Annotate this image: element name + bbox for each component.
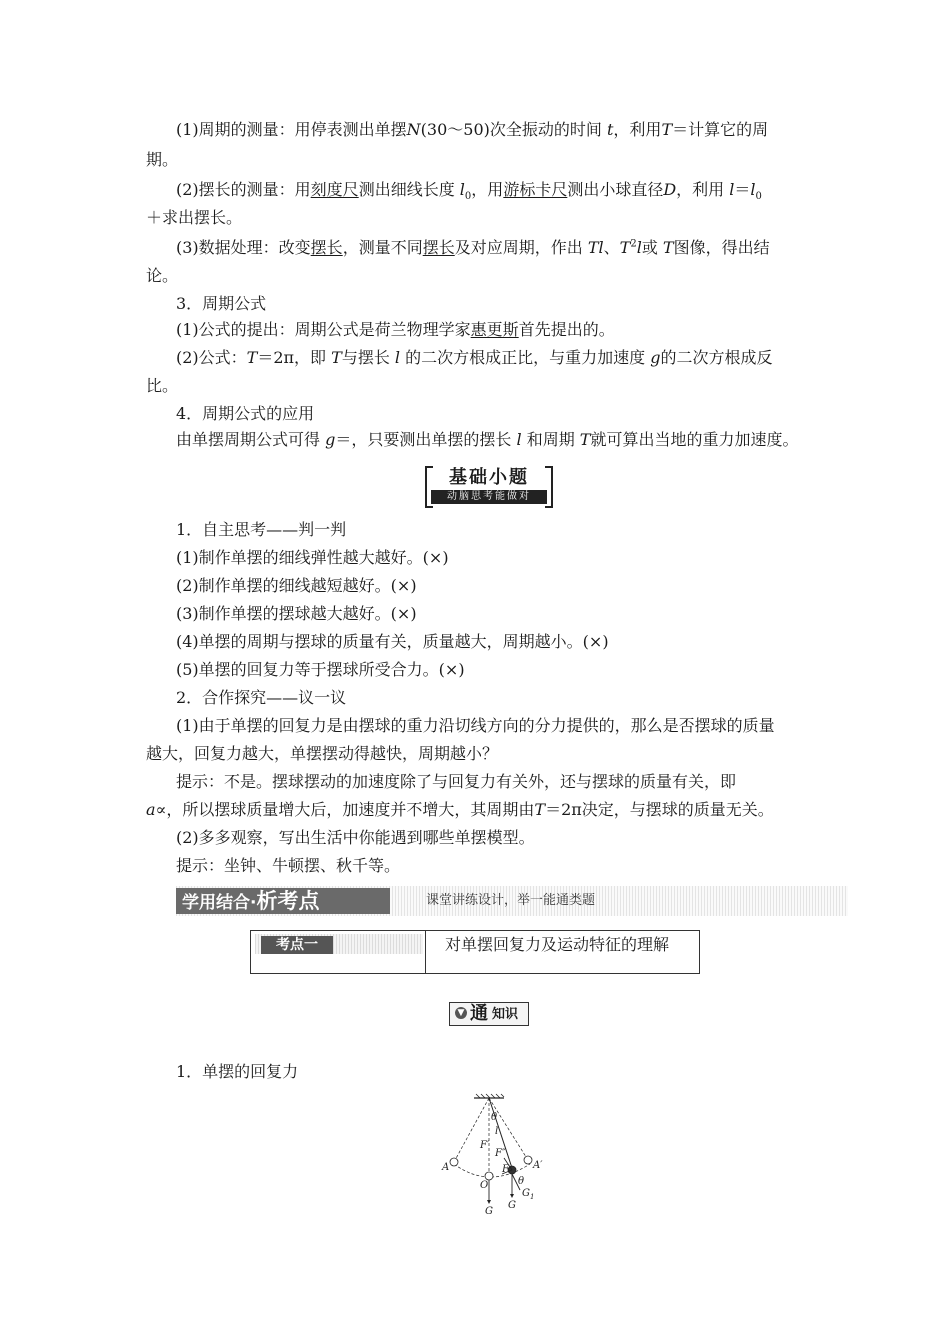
list-item: (3)制作单摆的摆球越大越好。(×) (176, 604, 417, 623)
var-T: T (619, 238, 631, 257)
var-g: g (325, 430, 336, 449)
chevron-down-icon: ▼ (455, 1007, 467, 1019)
divider (425, 931, 426, 973)
var-T: T (246, 348, 258, 367)
list-item: (1)制作单摆的细线弹性越大越好。(×) (176, 548, 449, 567)
para-data-process (176, 238, 770, 258)
text: ＝2π决定，与摆球的质量无关。 (545, 800, 774, 819)
hint-text: 提示：不是。摆球摆动的加速度除了与回复力有关外，还与摆球的质量有关，即 (176, 772, 737, 791)
para-period-measure (176, 120, 768, 140)
underlined-term: 刻度尺 (310, 180, 359, 199)
string-left-dashed (454, 1098, 489, 1162)
var-a: a (146, 800, 156, 819)
text: (3)数据处理：改变 (176, 238, 311, 257)
underlined-term: 摆长 (310, 238, 343, 257)
var-D: D (663, 180, 677, 199)
var-T: T (534, 800, 546, 819)
text: 与摆长 (341, 348, 390, 367)
badge-small-text: 知识 (492, 1007, 519, 1022)
text: ，利用 (676, 180, 725, 199)
text: ∝，所以摆球质量增大后，加速度并不增大，其周期由 (155, 800, 535, 819)
basic-questions-banner (425, 466, 553, 506)
var-N: N (406, 120, 421, 139)
list-item: (2)制作单摆的细线越短越好。(×) (176, 576, 417, 595)
text: 和周期 (526, 430, 575, 449)
text: (30～50)次全振动的时间 (420, 120, 602, 139)
var-T: T (331, 348, 342, 367)
exam-point-tag (255, 934, 423, 954)
text: ＝ (734, 180, 751, 199)
para-period-measure-cont: 期。 (146, 150, 179, 169)
var-T: T (661, 120, 673, 139)
text: (1)公式的提出：周期公式是荷兰物理学家 (176, 320, 471, 339)
section-bar-subtitle: 课堂讲练设计，举一能通类题 (426, 893, 596, 908)
text: ，用 (471, 180, 504, 199)
label-l: l (495, 1126, 499, 1137)
underlined-term: 游标卡尺 (503, 180, 568, 199)
list-item: (4)单摆的周期与摆球的质量有关，质量越大，周期越小。(×) (176, 632, 609, 651)
hint-text-cont (146, 800, 774, 820)
label-A-prime: A′ (533, 1160, 543, 1171)
subscript: 0 (755, 191, 762, 203)
question-text: (1)由于单摆的回复力是由摆球的重力沿切线方向的分力提供的，那么是否摆球的质量 (176, 716, 775, 735)
ceiling-hatch (474, 1094, 504, 1098)
text: 测出小球直径 (567, 180, 664, 199)
para-application (176, 430, 798, 450)
text: ，利用 (613, 120, 662, 139)
var-t: t (606, 120, 614, 139)
ball-right (524, 1156, 532, 1164)
ball-left (450, 1158, 458, 1166)
label-theta-bot: θ (518, 1176, 525, 1187)
bar-title-part: 学用结合· (182, 893, 257, 913)
knowledge-badge (449, 1002, 529, 1026)
exam-point-box (250, 930, 700, 974)
para-formula-origin (176, 320, 615, 340)
text: ，测量不同 (342, 238, 423, 257)
var-l: l (750, 180, 756, 199)
text: (2)摆长的测量：用 (176, 180, 311, 199)
text: 的二次方根成正比，与重力加速度 (405, 348, 646, 367)
text: 、 (603, 238, 620, 257)
list-item: (5)单摆的回复力等于摆球所受合力。(×) (176, 660, 465, 679)
badge-big-char: 通 (470, 1003, 488, 1024)
underlined-term: 摆长 (422, 238, 455, 257)
text: (1)周期的测量：用停表测出单摆 (176, 120, 407, 139)
label-G-right: G (508, 1200, 516, 1211)
para-length-measure (176, 180, 762, 203)
underlined-term: 惠更斯 (470, 320, 519, 339)
text: 及对应周期，作出 (454, 238, 583, 257)
label-G1 (522, 1188, 534, 1201)
text: 测出细线长度 (358, 180, 455, 199)
exam-point-label: 考点一 (261, 936, 333, 954)
exam-point-title: 对单摆回复力及运动特征的理解 (445, 935, 670, 954)
heading-period-formula: 3．周期公式 (176, 294, 267, 313)
text: 的二次方根成反 (660, 348, 773, 367)
heading-cooperate: 2．合作探究——议一议 (176, 688, 347, 707)
text: ＝，只要测出单摆的摆长 (335, 430, 512, 449)
banner-subtitle: 动脑思考能做对 (431, 490, 547, 504)
ball-center (485, 1172, 493, 1180)
label-F: F (502, 1164, 509, 1175)
label-G-left: G (485, 1206, 493, 1217)
section-bar (176, 886, 848, 916)
heading-formula-application: 4．周期公式的应用 (176, 404, 315, 423)
var-Tl: Tl (587, 238, 604, 257)
text: ＝2π，即 (257, 348, 327, 367)
arrowhead (487, 1200, 491, 1204)
heading-restoring-force: 1．单摆的回复力 (176, 1062, 299, 1081)
text: 首先提出的。 (518, 320, 615, 339)
para-formula (176, 348, 773, 368)
question-text: (2)多多观察，写出生活中你能遇到哪些单摆模型。 (176, 828, 535, 847)
para-length-measure-cont: ＋求出摆长。 (146, 208, 243, 227)
heading-self-think: 1．自主思考——判一判 (176, 520, 347, 539)
label-O: O (480, 1180, 489, 1191)
subscript: 0 (464, 191, 472, 203)
var-l: l (636, 238, 642, 257)
text: 由单摆周期公式可得 (176, 430, 321, 449)
pendulum-diagram (438, 1092, 558, 1218)
text: (2)公式： (176, 348, 247, 367)
label-F-dprime: F″ (495, 1148, 506, 1159)
text: 或 (641, 238, 658, 257)
label-G1-main: G (522, 1188, 530, 1199)
text: 图像，得出结 (673, 238, 770, 257)
section-bar-title (176, 888, 390, 914)
var-l: l (394, 348, 401, 367)
arrowhead (510, 1194, 514, 1198)
banner-title: 基础小题 (449, 467, 529, 488)
var-l: l (516, 430, 522, 449)
label-A: A (442, 1162, 450, 1173)
para-data-process-cont: 论。 (146, 266, 179, 285)
question-text-cont: 越大，回复力越大，单摆摆动得越快，周期越小？ (146, 744, 499, 763)
var-T: T (662, 238, 674, 257)
label-G1-sub: 1 (530, 1193, 535, 1201)
text: ＝计算它的周 (672, 120, 769, 139)
superscript: 2 (630, 238, 637, 250)
hint-text: 提示：坐钟、牛顿摆、秋千等。 (176, 856, 401, 875)
var-T: T (579, 430, 591, 449)
bar-title-emph: 析考点 (256, 889, 320, 913)
text: 就可算出当地的重力加速度。 (590, 430, 799, 449)
label-F-prime: F′ (480, 1140, 490, 1151)
var-g: g (650, 348, 661, 367)
var-l: l (459, 180, 465, 199)
label-theta-top: θ (491, 1112, 498, 1123)
var-l: l (729, 180, 735, 199)
para-formula-cont: 比。 (146, 376, 179, 395)
